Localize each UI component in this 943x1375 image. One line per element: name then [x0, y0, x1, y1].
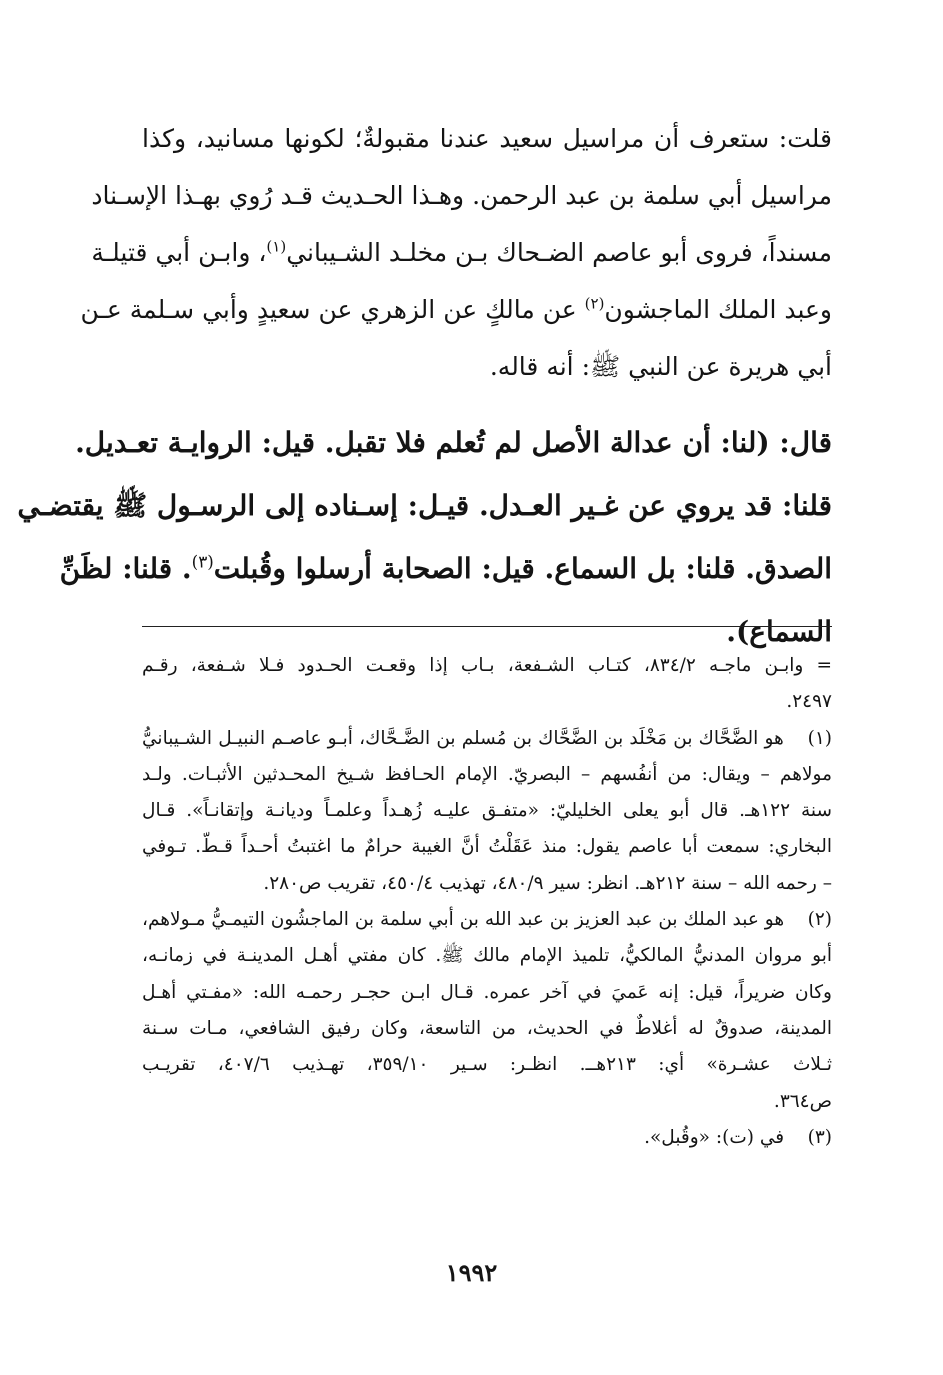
- footnote-continuation: [142, 648, 832, 721]
- footnote-ref-3[interactable]: (٣): [191, 551, 214, 572]
- text-segment: وعبد الملك الماجشون: [604, 295, 832, 324]
- text-line: [80, 281, 832, 338]
- footnote-ref-2[interactable]: (٢): [584, 294, 605, 313]
- footnote-line: [142, 721, 832, 757]
- text-segment: عن مالكٍ عن الزهري عن سعيدٍ وأبي سـلمة عـن: [80, 295, 585, 324]
- footnote-text: في (ت): «وقُبل».: [644, 1126, 785, 1148]
- footnote-line: سنة ١٢٢هـ. قال أبو يعلى الخليليّ: «متفـق عليـه زُهـداً وعلمـاً وديانـة وإتقانـاً». قـال: [142, 800, 832, 822]
- footnote-line: مولاهم – ويقال: من أنفُسهم – البصريّ. الإمام الحـافظ شـيخ المحـدثين الأثبـات. ولـد: [142, 763, 832, 785]
- footnotes-section: [142, 648, 832, 1156]
- text-segment: الصدق. قلنا: بل السماع. قيل: الصحابة أرسلوا وقُبلت: [213, 552, 832, 585]
- footnote-text: هو عبد الملك بن عبد العزيز بن عبد الله بن أبي سلمة بن الماجشُون التيمـيُّ مـولاهم،: [142, 909, 785, 931]
- text-segment: مسنداً، فروى أبو عاصم الضـحاك بـن مخلـد الشـيباني: [286, 238, 832, 267]
- main-paragraph: [80, 110, 832, 395]
- footnote-text: هو الضَّحَّاك بن مَخْلَد بن الضَّحَّاك بن مُسلم بن الضَّـحَّاك، أبـو عاصـم النبيـل الشـيبانيُّ: [142, 727, 784, 749]
- text-line: السماع).: [726, 615, 832, 648]
- text-line: [59, 537, 832, 600]
- footnote-line: ٢٤٩٧.: [786, 691, 832, 713]
- footnote-line: – رحمه الله – سنة ٢١٢هـ. انظر: سير ٤٨٠/٩، تهذيب ٤٥٠/٤، تقريب ص٢٨٠.: [263, 872, 832, 894]
- page-body: [17, 110, 832, 663]
- text-line: أبي هريرة عن النبي ﷺ: أنه قاله.: [489, 352, 832, 381]
- footnote-line: البخاري: سمعت أبا عاصم يقول: منذ عَقَلْتُ أنَّ الغيبة حرامٌ ما اغتبتُ أحـداً قـطّ. تـوفي: [142, 836, 832, 858]
- footnote-line: [142, 902, 832, 938]
- text-line: قلت: ستعرف أن مراسيل سعيد عندنا مقبولةٌ؛ لكونها مسانيد، وكذا: [142, 124, 832, 153]
- text-line: مراسيل أبي سلمة بن عبد الرحمن. وهـذا الحـديث قـد رُوي بهـذا الإسـناد: [91, 181, 832, 210]
- footnote-line: [142, 1120, 832, 1156]
- footnote-number: (١): [807, 727, 832, 749]
- text-line: [91, 224, 832, 281]
- footnote-1: [142, 721, 832, 902]
- text-line: قلنا: قد يروي عن غـير العـدل. قيـل: إسـناده إلى الرسـول ﷺ يقتضـي: [17, 489, 832, 522]
- footnote-line: = وابـن ماجـه ٨٣٤/٢، كتـاب الشـفعة، بـاب إذا وقعـت الحـدود فـلا شـفعة، رقـم: [142, 655, 832, 676]
- footnote-3: [142, 1120, 832, 1156]
- footnote-line: ثـلاث عشـرة» أي: ٢١٣هــ. انظـر: سـير ٣٥٩/١٠، تهـذيب ٤٠٧/٦، تقريـب: [142, 1054, 833, 1076]
- footnote-separator: [142, 626, 832, 627]
- footnote-number: (٢): [807, 909, 832, 931]
- footnote-line: المدينة، صدوقٌ له أغلاطٌ في الحديث، من التاسعة، وكان رفيق الشافعي، مـات سـنة: [142, 1017, 832, 1039]
- footnote-2: [142, 902, 832, 1120]
- text-segment: . قلنا: لظَنِّ: [59, 552, 192, 585]
- footnote-number: (٣): [807, 1126, 832, 1148]
- page-number: ١٩٩٢: [445, 1258, 498, 1287]
- footnote-line: ص٣٦٤.: [773, 1090, 832, 1112]
- footnote-line: وكان ضريراً، قيل: إنه عَميَ في آخر عمره. قـال ابـن حجـر رحمـه الله: «مفـتي أهـل: [142, 981, 832, 1003]
- footnote-ref-1[interactable]: (١): [266, 237, 287, 256]
- text-line: قال: (لنا: أن عدالة الأصل لم تُعلم فلا تقبل. قيل: الروايـة تعـديل.: [75, 426, 832, 459]
- footnote-line: أبو مروان المدنيُّ المالكيُّ، تلميذ الإمام مالك ﷺ. كان مفتي أهـل المدينـة في زمانـه،: [142, 945, 832, 967]
- text-segment: ، وابـن أبي قتيلـة: [91, 238, 267, 267]
